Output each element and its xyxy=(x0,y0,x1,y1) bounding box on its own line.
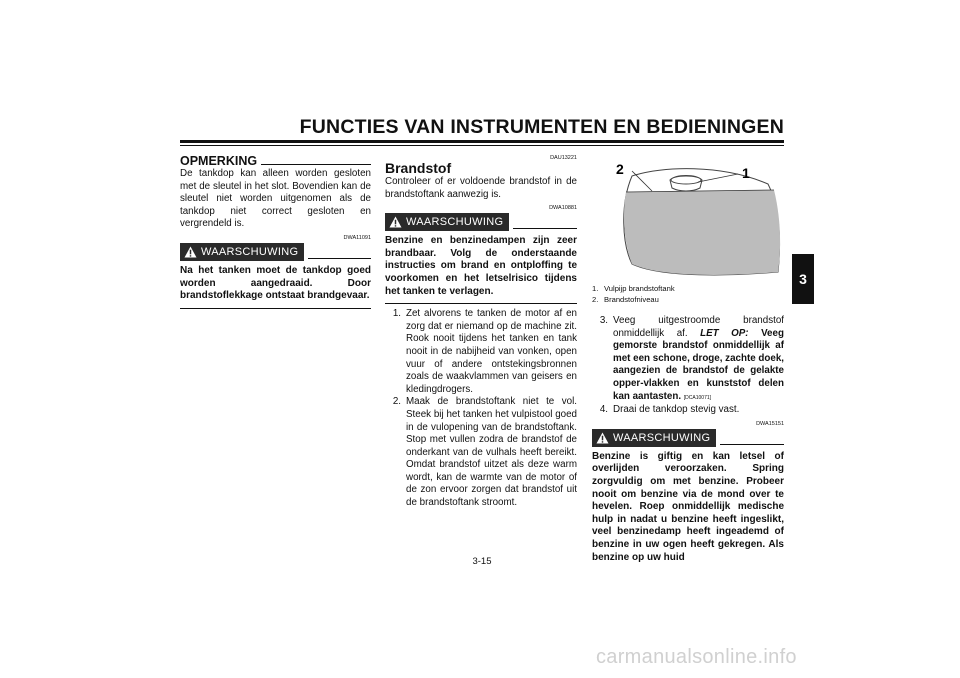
warning-code: DWA15151 xyxy=(756,420,784,427)
chapter-tab[interactable]: 3 xyxy=(792,254,814,304)
figure-label-1: 1 xyxy=(742,165,750,181)
watermark[interactable]: carmanualsonline.info xyxy=(596,646,797,668)
section-code: DAU13221 xyxy=(550,155,577,161)
warning-banner xyxy=(180,243,371,261)
caption-item: 1. Vulpijp brandstoftank xyxy=(592,284,675,293)
warning-triangle-icon xyxy=(184,246,197,258)
note-heading-rule xyxy=(261,164,371,165)
warning-banner xyxy=(385,213,577,231)
figure-label-2: 2 xyxy=(616,161,624,177)
caption-item: 2. Brandstofniveau xyxy=(592,295,659,304)
steps-list xyxy=(592,315,784,417)
page-number: 3-15 xyxy=(472,556,492,567)
step-3-code: [DCA10071] xyxy=(683,394,712,401)
fuel-tank-illustration xyxy=(592,154,784,279)
column-1 xyxy=(180,154,371,309)
warning-label: WAARSCHUWING xyxy=(613,431,711,444)
header-rule-thin xyxy=(180,145,784,146)
warning-triangle-icon xyxy=(389,216,402,228)
warning-text: Benzine en benzinedampen zijn zeer brandbaar. Volg de onderstaande instructies om brand en ontploffing te voorkomen en het letselrisico tijdens het tanken te verlagen. xyxy=(385,235,577,297)
fuel-tank-figure xyxy=(592,154,784,279)
list-item: 3. Veeg uitgestroomde brandstof onmiddellijk af. LET OP: Veeg gemorste brandstof onmiddellijk af met een schone, droge, zachte doek, aangezien de brandstof de gelakte opper-vlakken en kunststof delen kan aantasten. [DCA10071] xyxy=(599,315,784,402)
warning-code: DWA10881 xyxy=(549,205,577,212)
list-item: 2. Maak de brandstoftank niet te vol. Steek bij het tanken het vulpistool goed in de vulopening van de brandstoftank. Stop met vullen zodra de brandstof de onderkant van de vulhals heeft bereikt. Omdat brandstof uitzet als deze warm wordt, kan de warmte van de motor of de zon ervoor zorgen dat brandstof uit de brandstoftank stroomt. xyxy=(392,396,577,509)
warning-label: WAARSCHUWING xyxy=(201,245,299,258)
step-3-letop: LET OP: xyxy=(700,327,749,339)
warning-end-rule xyxy=(180,308,371,309)
note-text: De tankdop kan alleen worden gesloten met de sleutel in het slot. Bovendien kan de sleutel niet worden uitgenomen als de tankdop niet correct gesloten en vergrendeld is. xyxy=(180,168,371,230)
column-2 xyxy=(385,154,577,510)
step-3-text: Veeg uitgestroomde brandstof onmiddellijk af. xyxy=(613,315,784,339)
steps-list xyxy=(385,308,577,510)
header-rule xyxy=(180,140,784,143)
warning-text: Benzine is giftig en kan letsel of overlijden veroorzaken. Spring zorgvuldig om met benzine. Probeer nooit om benzine via de mond over te hevelen. Roep onmiddellijk medische hulp in nadat u benzine heeft ingeslikt, veel benzinedamp heeft ingeademd of benzine in uw ogen heeft gekregen. Als benzine op uw huid xyxy=(592,450,784,563)
page-header-title: FUNCTIES VAN INSTRUMENTEN EN BEDIENINGEN xyxy=(299,116,784,138)
warning-label: WAARSCHUWING xyxy=(406,216,504,229)
warning-banner xyxy=(592,429,784,447)
column-3 xyxy=(592,154,784,564)
note-heading: OPMERKING xyxy=(180,154,258,168)
note-heading-row xyxy=(180,154,371,168)
step-3-caution: Veeg gemorste brandstof onmiddellijk af met een schone, droge, zachte doek, aangezien de brandstof de gelakte opper-vlakken en kunststof delen kan aantasten. xyxy=(613,327,784,402)
warning-end-rule xyxy=(385,303,577,304)
warning-text: Na het tanken moet de tankdop goed worden aangedraaid. Door brandstoflekkage ontstaat brandgevaar. xyxy=(180,264,371,302)
warning-triangle-icon xyxy=(596,432,609,444)
list-item: 1. Zet alvorens te tanken de motor af en zorg dat er niemand op de machine zit. Rook nooit tijdens het tanken en tank nooit in de nabijheid van vonken, open vuur of andere ontstekingsbronnen zoals de waakvlammen van geisers en kledingdrogers. xyxy=(392,308,577,395)
section-title: Brandstof xyxy=(385,160,452,176)
warning-code: DWA11091 xyxy=(343,234,371,241)
section-intro: Controleer of er voldoende brandstof in de brandstoftank aanwezig is. xyxy=(385,176,577,200)
list-item: 4. Draai de tankdop stevig vast. xyxy=(599,404,740,416)
figure-captions xyxy=(592,283,784,305)
